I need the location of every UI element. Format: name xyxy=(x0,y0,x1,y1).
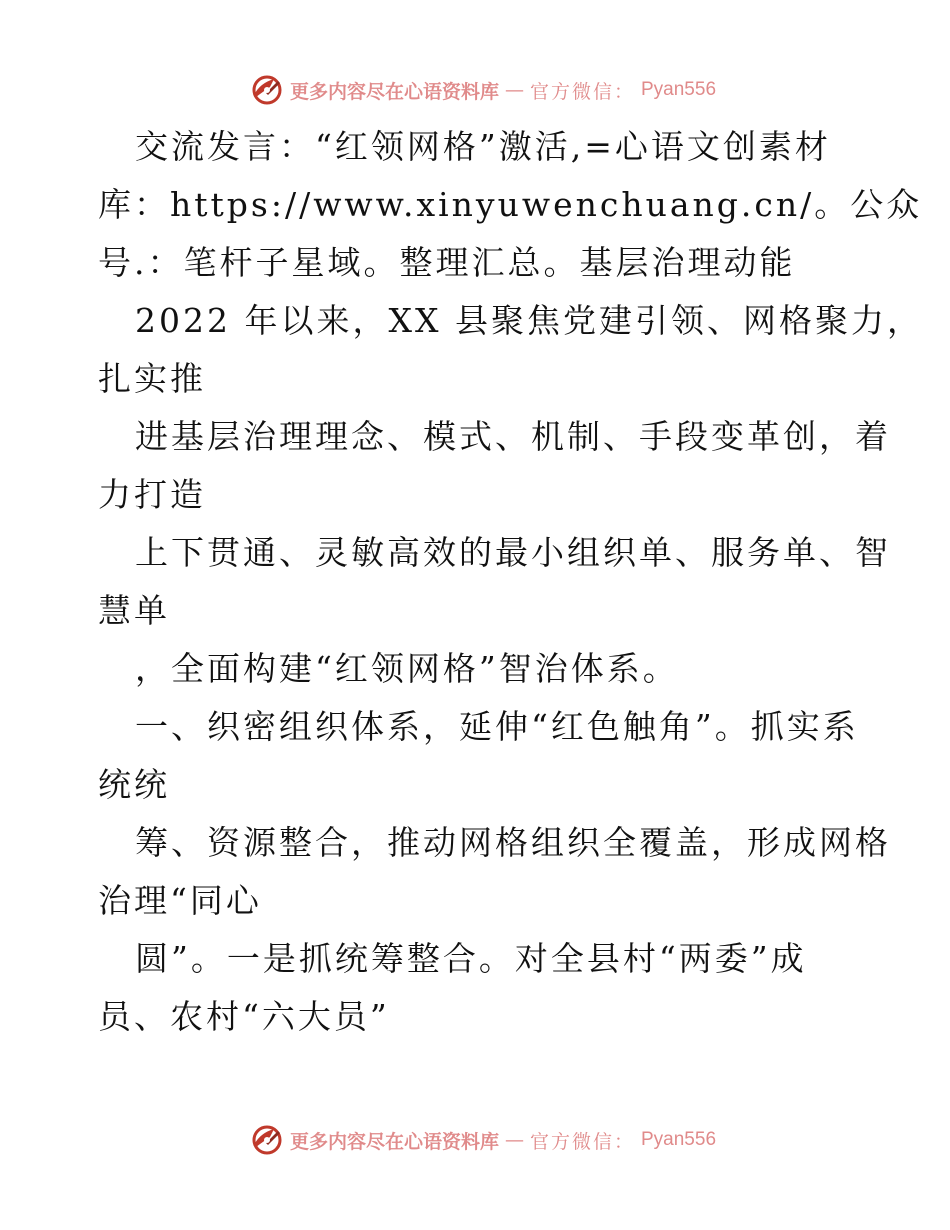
header-banner-content xyxy=(250,73,716,107)
body-line: ，全面构建“红领网格”智治体系。 xyxy=(135,649,679,688)
footer-banner xyxy=(0,1120,950,1160)
footer-banner-text: 更多内容尽在心语资料库 xyxy=(289,1130,499,1153)
body-line: 治理“同心 xyxy=(98,881,262,920)
body-line: 力打造 xyxy=(98,475,206,514)
pen-circle-logo-icon xyxy=(250,1123,284,1157)
header-banner-text: 更多内容尽在心语资料库 xyxy=(289,80,499,103)
body-line: 统统 xyxy=(98,765,170,804)
body-line: 慧单 xyxy=(98,591,170,630)
body-line: 号.：笔杆子星域。整理汇总。基层治理动能 xyxy=(98,243,796,282)
footer-banner-content xyxy=(250,1123,716,1157)
header-wechat-id: Pyan556 xyxy=(641,79,717,100)
body-line: 筹、资源整合，推动网格组织全覆盖，形成网格 xyxy=(135,823,891,862)
footer-banner-separator: — xyxy=(504,1129,524,1151)
body-line: 员、农村“六大员” xyxy=(98,997,390,1036)
footer-wechat-id: Pyan556 xyxy=(641,1129,717,1150)
body-line: 2022 年以来，XX 县聚焦党建引领、网格聚力， xyxy=(135,301,923,340)
header-banner-separator: — xyxy=(504,79,524,101)
document-body xyxy=(98,118,923,1046)
body-line: 扎实推 xyxy=(98,359,206,398)
footer-wechat-label: 官方微信： xyxy=(529,1130,635,1153)
body-line: 上下贯通、灵敏高效的最小组织单、服务单、智 xyxy=(135,533,891,572)
body-line: 一、织密组织体系，延伸“红色触角”。抓实系 xyxy=(135,707,859,746)
body-line: 交流发言：“红领网格”激活,=心语文创素材 xyxy=(135,127,831,166)
body-line: 圆”。一是抓统筹整合。对全县村“两委”成 xyxy=(135,939,807,978)
header-banner xyxy=(0,70,950,110)
header-wechat-label: 官方微信： xyxy=(529,80,635,103)
body-line: 库：https://www.xinyuwenchuang.cn/。公众 xyxy=(98,185,923,224)
body-line: 进基层治理理念、模式、机制、手段变革创，着 xyxy=(135,417,891,456)
pen-circle-logo-icon xyxy=(250,73,284,107)
